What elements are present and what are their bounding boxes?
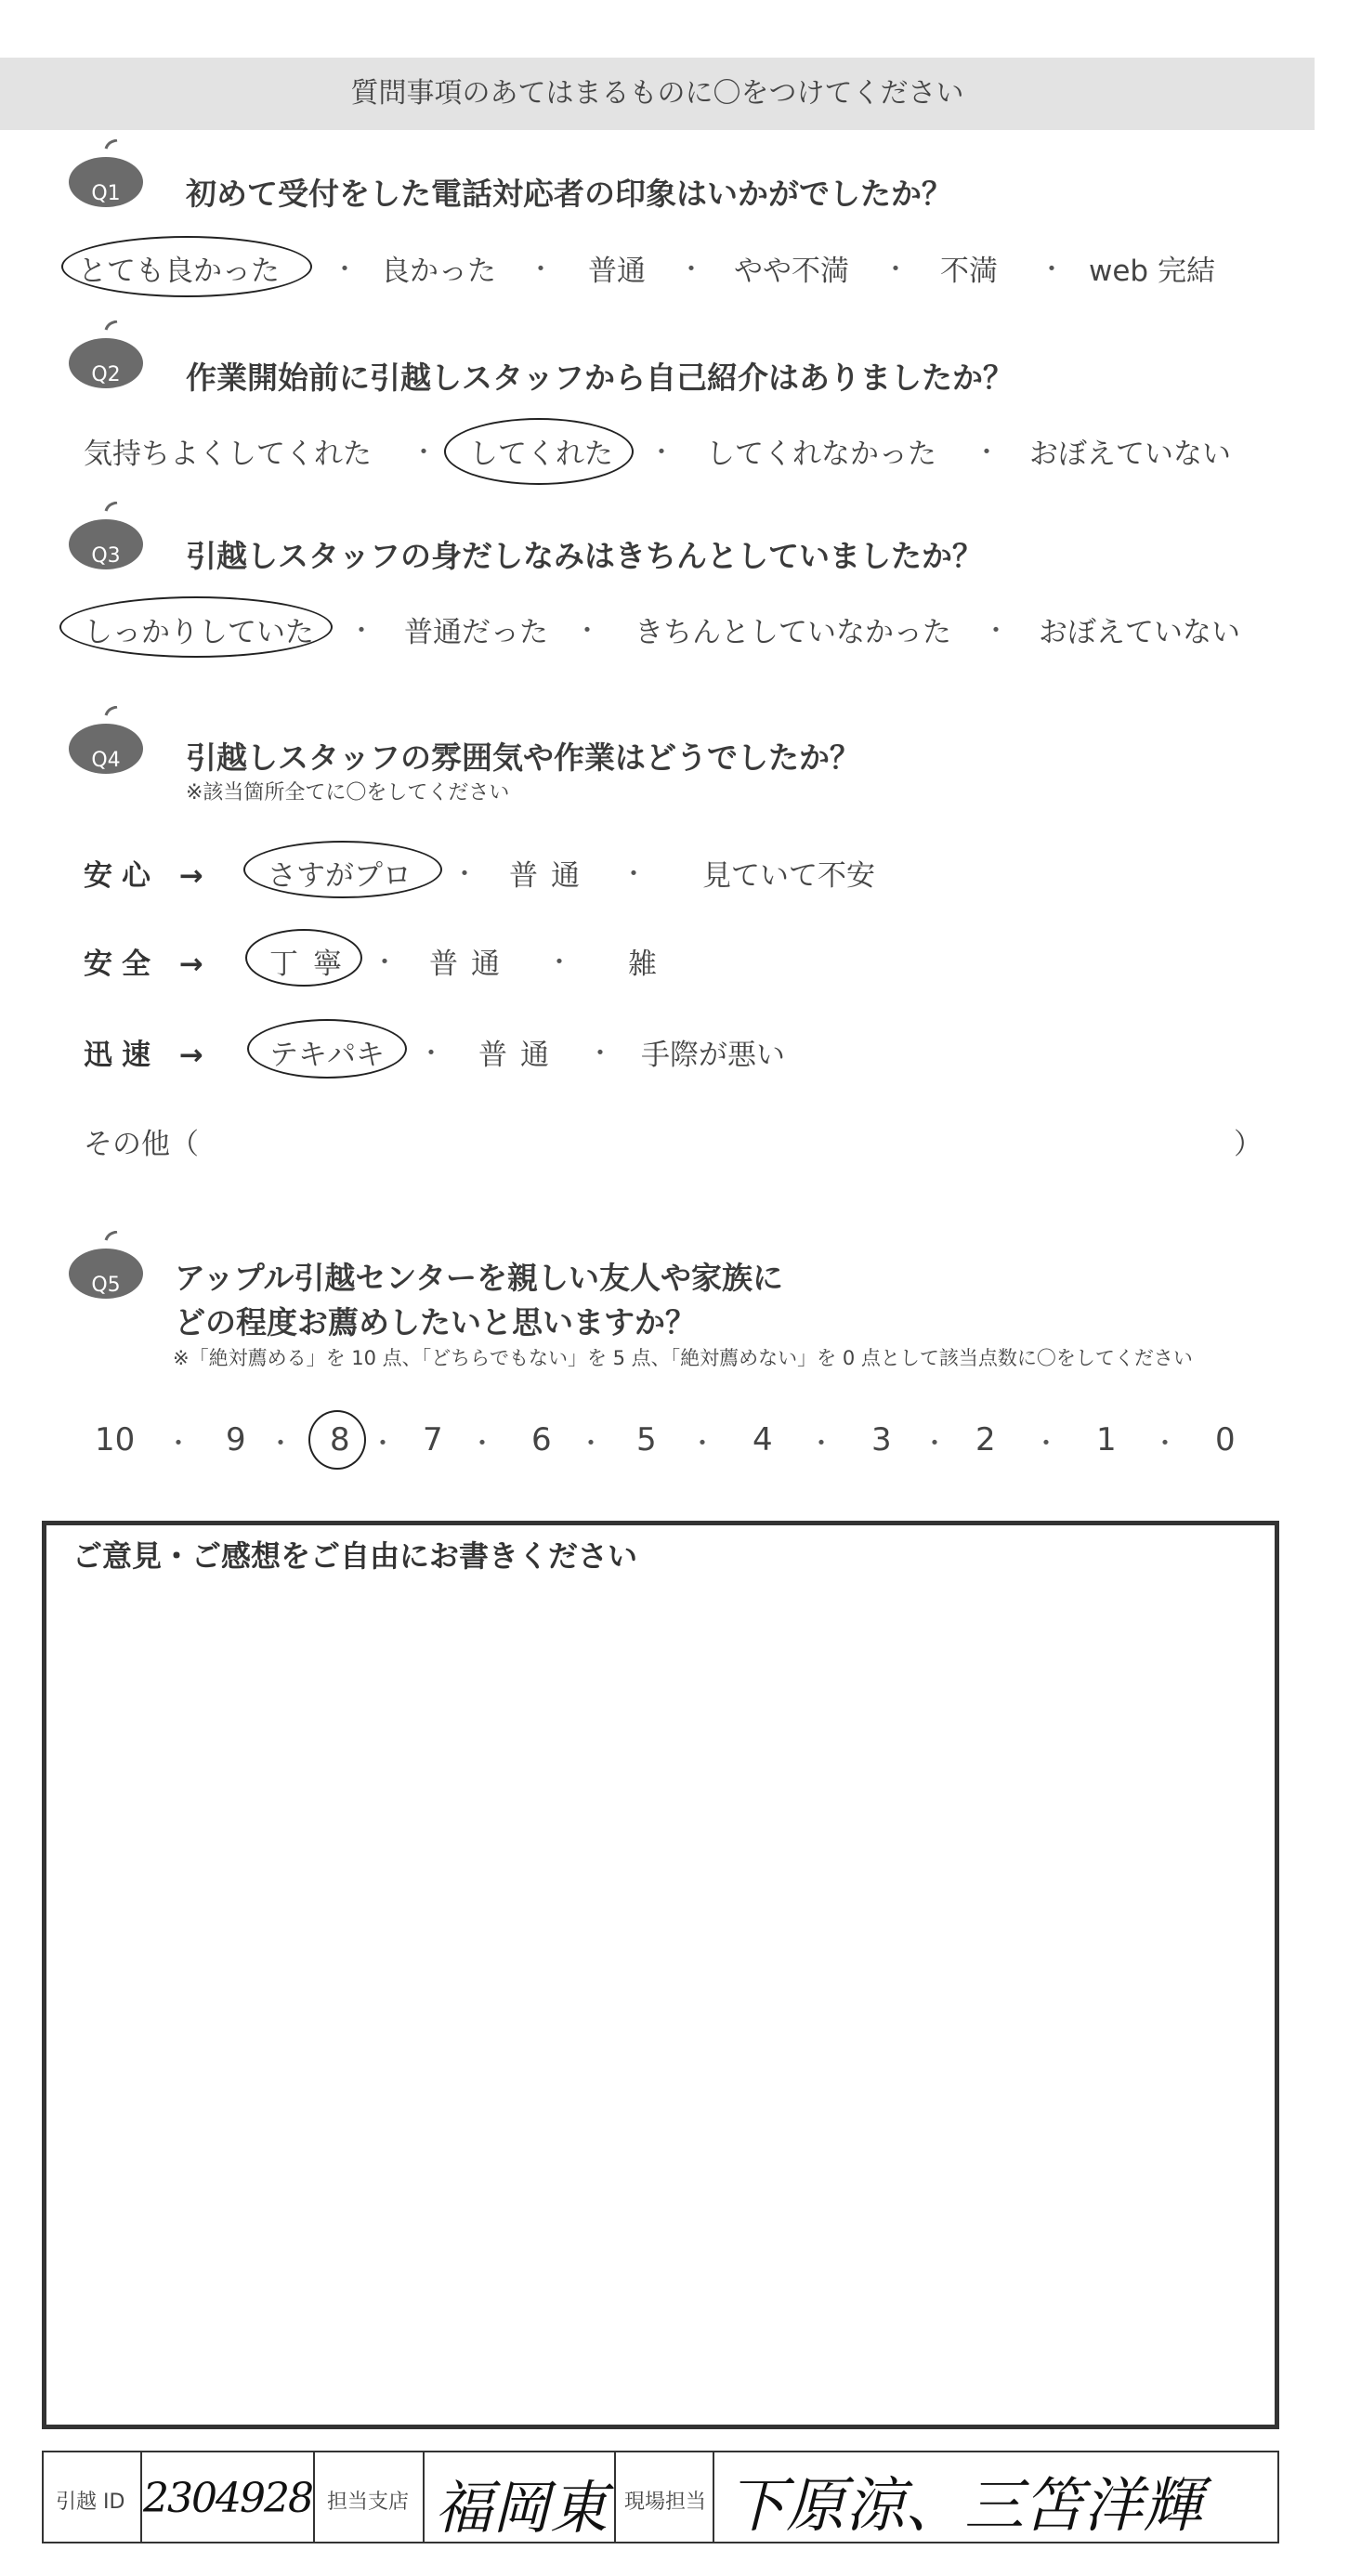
- q4-row2-option-1[interactable]: 丁寧: [269, 948, 357, 981]
- q4-other-label: その他（: [84, 1128, 199, 1161]
- separator-dot: ・: [372, 947, 399, 977]
- q1-option-3[interactable]: 普通: [588, 255, 646, 288]
- move-id-label: 引越 ID: [56, 2491, 125, 2514]
- branch-value: 福岡東: [435, 2474, 609, 2542]
- q1-option-5[interactable]: 不満: [940, 255, 998, 288]
- q4-row3-selection-circle: [247, 1019, 407, 1079]
- separator-dot: ・: [574, 615, 601, 646]
- score-4[interactable]: 4: [753, 1421, 773, 1458]
- score-0[interactable]: 0: [1215, 1421, 1236, 1458]
- q1-badge: Q1: [91, 182, 121, 205]
- q3-question: 引越しスタッフの身だしなみはきちんとしていましたか？: [186, 538, 983, 574]
- separator-dot: ・: [883, 254, 910, 284]
- q3-selection-circle: [59, 596, 333, 658]
- q5-question-line2: どの程度お薦めしたいと思いますか？: [175, 1304, 696, 1340]
- q4-other-input[interactable]: [214, 1115, 1226, 1157]
- separator-dot: ・: [974, 437, 1001, 467]
- separator-dot: ・: [621, 858, 648, 889]
- q5-question-line1: アップル引越センターを親しい友人や家族に: [175, 1260, 784, 1296]
- q4-row2-option-3[interactable]: 雑: [628, 948, 657, 981]
- q3-badge: Q3: [91, 544, 121, 568]
- separator-dot: ・: [370, 1428, 397, 1458]
- comment-box[interactable]: [42, 1521, 1279, 2429]
- q4-other-close: ）: [1234, 1128, 1263, 1161]
- score-selection-circle: [308, 1410, 366, 1470]
- separator-dot: ・: [528, 254, 555, 284]
- separator-dot: ・: [922, 1428, 949, 1458]
- q1-option-1[interactable]: とても良かった: [78, 255, 280, 288]
- q4-row3-option-2[interactable]: 普通: [478, 1039, 562, 1072]
- q1-option-2[interactable]: 良かった: [381, 255, 496, 288]
- score-3[interactable]: 3: [871, 1421, 892, 1458]
- separator-dot: ・: [1039, 254, 1066, 284]
- score-2[interactable]: 2: [975, 1421, 996, 1458]
- comment-title: ご意見・ご感想をご自由にお書きください: [72, 1538, 638, 1574]
- q2-option-3[interactable]: してくれなかった: [706, 438, 936, 471]
- separator-dot: ・: [648, 437, 675, 467]
- q4-row2-selection-circle: [245, 929, 362, 987]
- q3-option-3[interactable]: きちんとしていなかった: [635, 616, 951, 649]
- q1-selection-circle: [61, 236, 312, 297]
- separator-dot: ・: [1152, 1428, 1179, 1458]
- separator-dot: ・: [587, 1038, 614, 1068]
- q4-row2-option-2[interactable]: 普通: [429, 948, 513, 981]
- score-1[interactable]: 1: [1096, 1421, 1117, 1458]
- separator-dot: ・: [983, 615, 1010, 646]
- q4-row-label-jinsoku: 迅速 →: [84, 1039, 213, 1072]
- separator-dot: ・: [546, 947, 573, 977]
- q2-option-4[interactable]: おぼえていない: [1029, 438, 1231, 471]
- separator-dot: ・: [268, 1428, 294, 1458]
- separator-dot: ・: [165, 1428, 192, 1458]
- page-title: 質問事項のあてはまるものに〇をつけてください: [350, 77, 964, 110]
- q2-option-1[interactable]: 気持ちよくしてくれた: [84, 438, 372, 471]
- q4-row1-option-3[interactable]: 見ていて不安: [702, 859, 875, 893]
- separator-dot: ・: [678, 254, 705, 284]
- q5-badge: Q5: [91, 1274, 121, 1297]
- q5-note: ※「絶対薦める」を 10 点、「どちらでもない」を 5 点、「絶対薦めない」を 0 点として該当点数に〇をしてください: [173, 1347, 1193, 1369]
- separator-dot: ・: [689, 1428, 716, 1458]
- score-9[interactable]: 9: [226, 1421, 246, 1458]
- score-10[interactable]: 10: [95, 1421, 136, 1458]
- q4-row1-selection-circle: [243, 841, 442, 898]
- separator-dot: ・: [578, 1428, 605, 1458]
- branch-label: 担当支店: [327, 2491, 410, 2514]
- q4-badge: Q4: [91, 749, 121, 772]
- q4-question: 引越しスタッフの雰囲気や作業はどうでしたか？: [186, 739, 860, 776]
- q1-option-4[interactable]: やや不満: [734, 255, 849, 288]
- separator-dot: ・: [808, 1428, 835, 1458]
- separator-dot: ・: [332, 254, 359, 284]
- score-7[interactable]: 7: [423, 1421, 443, 1458]
- staff-label: 現場担当: [624, 2491, 707, 2514]
- q3-option-4[interactable]: おぼえていない: [1039, 616, 1240, 649]
- q2-badge: Q2: [91, 363, 121, 386]
- q3-option-2[interactable]: 普通だった: [404, 616, 548, 649]
- separator-dot: ・: [452, 858, 478, 889]
- q4-note: ※該当箇所全てに〇をしてください: [186, 781, 510, 804]
- q4-row3-option-1[interactable]: テキパキ: [269, 1039, 385, 1072]
- separator-dot: ・: [418, 1038, 445, 1068]
- score-6[interactable]: 6: [531, 1421, 552, 1458]
- q4-row1-option-1[interactable]: さすがプロ: [268, 859, 412, 893]
- q4-row3-option-3[interactable]: 手際が悪い: [641, 1039, 785, 1072]
- score-8[interactable]: 8: [330, 1421, 350, 1458]
- q2-question: 作業開始前に引越しスタッフから自己紹介はありましたか？: [186, 360, 1014, 396]
- score-5[interactable]: 5: [636, 1421, 657, 1458]
- separator-dot: ・: [469, 1428, 496, 1458]
- q1-question: 初めて受付をした電話対応者の印象はいかがでしたか？: [186, 176, 952, 212]
- separator-dot: ・: [411, 437, 438, 467]
- q2-option-2[interactable]: してくれた: [469, 438, 613, 471]
- staff-value: 下原涼、三笘洋輝: [726, 2472, 1202, 2541]
- q2-selection-circle: [444, 418, 634, 485]
- q4-row-label-anzen: 安全 →: [84, 948, 213, 981]
- move-id-value: 2304928: [143, 2475, 312, 2522]
- separator-dot: ・: [348, 615, 375, 646]
- separator-dot: ・: [1033, 1428, 1060, 1458]
- q4-row-label-anshin: 安心 →: [84, 859, 213, 893]
- q3-option-1[interactable]: しっかりしていた: [84, 616, 314, 649]
- q1-option-6[interactable]: web 完結: [1089, 255, 1215, 288]
- q4-row1-option-2[interactable]: 普通: [509, 859, 593, 893]
